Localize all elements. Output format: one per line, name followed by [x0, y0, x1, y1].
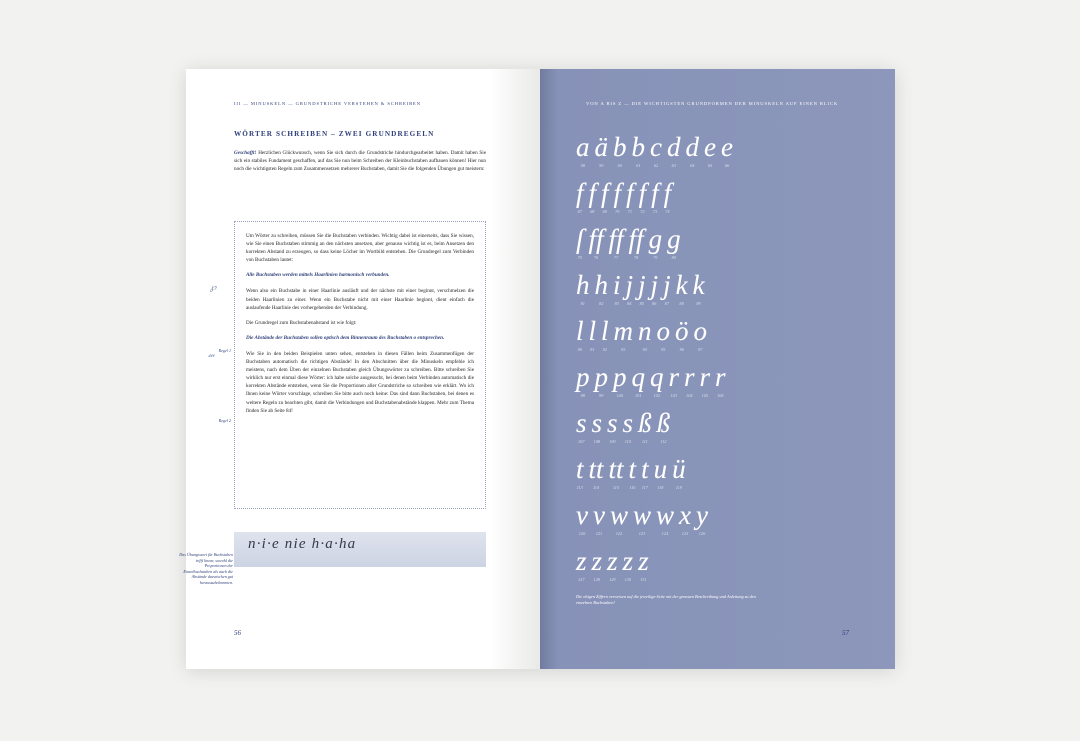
glyph-item — [595, 134, 609, 168]
glyph-item — [700, 364, 711, 398]
running-head-right: VON A BIS Z — DIE WICHTIGSTEN GRUNDFORMEN DER MINUSKELN AUF EINEN BLICK — [586, 101, 839, 106]
glyph-item — [589, 318, 597, 352]
glyph-item — [650, 134, 662, 168]
letter-glyph: d — [666, 132, 681, 162]
box-paragraph-4: Wie Sie in den beiden Beispielen unten sehen, entstehen in diesen Fällen beim Zusammenfügen der Buchstaben automatisch die richtigen Abstände! In den Abschnitten über die Minuskeln empfehle ich meistens, nach dem Üben der einzelnen Buchstaben gleich Übungswörter zu schreiben. Bitte schreiben Sie wirklich nur erst einmal diese Wörter: ich habe solche ausgesucht, bei denen beim Verbinden automatisch die korrekten Abstände entstehen, wenn Sie die Proportionen aller Grundstriche so schreiben wie erklärt. Wo ich Ihnen keine Wörter vorschlage, schreiben Sie bitte auch noch keine: Das sind dann Buchstaben, bei denen es weitere Regeln zu beachten gibt, damit die Verbindungen und Buchstabenabstände klappen. Mehr zum Thema finden Sie ab Seite 84! — [246, 350, 474, 414]
glyph-page-number: 70 — [615, 209, 620, 214]
letter-glyph: r — [668, 362, 680, 392]
letter-glyph: f — [613, 178, 622, 208]
glyph-item — [592, 410, 603, 444]
glyph-page-number: 108 — [593, 439, 600, 444]
glyph-item — [589, 180, 597, 214]
glyph-page-number: 126 — [698, 531, 706, 536]
intro-text: Herzlichen Glückwunsch, wenn Sie sich durch die Grundstriche hindurchgearbeitet haben. Damit haben Sie sich ein stabiles Fundament geschaffen, auf das Sie nun beim Schreiben der Kleinbuchstaben aufbauen können! Hier nun noch die wichtigsten Regeln zum Zusammensetzen mehrerer Buchstaben, damit Sie die folgenden Übungen gut meistern: — [234, 150, 486, 173]
glyph-item — [592, 548, 603, 582]
glyph-page-number: 61 — [636, 163, 641, 168]
letter-glyph: ß — [638, 408, 652, 438]
glyph-item — [576, 226, 584, 260]
alphabet-row — [576, 451, 860, 490]
glyph-item — [715, 364, 726, 398]
glyph-item — [607, 548, 618, 582]
right-page — [540, 69, 895, 669]
letter-glyph: f — [663, 178, 672, 208]
glyph-page-number: 98 — [580, 393, 585, 398]
letter-glyph: l — [576, 316, 584, 346]
glyph-item — [593, 502, 605, 536]
book-spread — [179, 69, 895, 669]
glyph-page-number: 103 — [670, 393, 677, 398]
letter-glyph: o — [693, 316, 708, 346]
glyph-item — [576, 272, 590, 306]
letter-glyph: f — [576, 178, 584, 208]
letter-glyph: p — [576, 362, 590, 392]
letter-glyph: r — [699, 362, 711, 392]
box-paragraph-2: Wenn also ein Buchstabe in einer Haarlinie ausläuft und der nächste mit einer beginnt, verschmelzen die beiden Haarlinien zu einer. Wenn ein Buchstabe nicht mit einer Haarlinie beginnt, dient einfach die auslaufende Haarlinie des vorhergehenden der Verbindung. — [246, 288, 474, 311]
glyph-page-number: 82 — [599, 301, 604, 306]
glyph-item — [589, 456, 604, 490]
letter-glyph: j — [638, 270, 646, 300]
letter-glyph: f — [588, 178, 597, 208]
letter-glyph: w — [609, 500, 628, 530]
letter-glyph: y — [696, 500, 708, 530]
letter-glyph: h — [576, 270, 590, 300]
glyph-page-number: 104 — [686, 393, 693, 398]
alphabet-row — [576, 175, 860, 214]
glyph-page-number: 124 — [661, 531, 669, 536]
letter-glyph: f — [651, 178, 659, 208]
glyph-item — [632, 134, 646, 168]
letter-glyph: tt — [588, 454, 604, 484]
glyph-item — [638, 318, 652, 352]
glyph-page-number: 125 — [681, 531, 689, 536]
letter-glyph: b — [631, 132, 645, 162]
letter-glyph: w — [632, 500, 651, 530]
letter-glyph: f — [626, 178, 634, 208]
glyph-item — [629, 456, 637, 490]
glyph-page-number: 65 — [707, 163, 713, 168]
letter-glyph: u — [653, 454, 668, 484]
glyph-page-number: 90 — [577, 347, 582, 352]
glyph-page-number: 94 — [642, 347, 647, 352]
glyph-item — [672, 456, 686, 490]
letter-glyph: h — [594, 270, 608, 300]
letter-glyph: o — [656, 316, 671, 346]
folio-left: 56 — [234, 629, 241, 637]
glyph-page-number: 123 — [638, 531, 646, 536]
specimen-sample-text: n·i·e nie h·a·ha — [248, 536, 357, 552]
glyph-item — [638, 272, 646, 306]
glyph-page-number: 105 — [701, 393, 709, 398]
letter-glyph: ß — [656, 408, 671, 438]
glyph-item — [576, 180, 584, 214]
letter-glyph: i — [613, 270, 621, 300]
margin-note-caption: Das Übungswort für Buchstaben trifft linear, sowohl die Proportionen der Einzelbuchstaben als auch die Abstände dazwischen gut herauszubekommen. — [179, 552, 233, 585]
letter-glyph: x — [679, 500, 691, 530]
glyph-page-number: 64 — [690, 163, 695, 168]
flourish-mark-1: ℘ — [210, 282, 217, 292]
glyph-page-number: 85 — [639, 301, 644, 306]
letter-glyph: ä — [594, 132, 608, 162]
glyph-item — [576, 502, 588, 536]
alphabet-row — [576, 405, 860, 444]
letter-glyph: s — [622, 408, 634, 438]
letter-glyph: t — [641, 454, 649, 484]
glyph-page-number: 128 — [593, 577, 600, 582]
glyph-page-number: 79 — [653, 255, 658, 260]
rule-1-text: Alle Buchstaben werden mittels Haarlinien harmonisch verbunden. — [246, 272, 390, 279]
letter-glyph: d — [685, 132, 699, 162]
glyph-item — [633, 502, 651, 536]
box-paragraph-1: Um Wörter zu schreiben, müssen Sie die Buchstaben verbinden. Wichtig dabei ist einerseits, dass Sie wissen, wie Sie einen Buchstaben stimmig an den nächsten ansetzen, aber genauso wichtig ist es, beim Ansetzen den korrekten Abstand zu erzeugen, so dass keine Löcher im Wortbild entstehen. Die Grundregel zum Verbinden von Buchstaben lautet: — [246, 233, 474, 264]
glyph-page-number: 95 — [661, 347, 666, 352]
glyph-item — [601, 318, 609, 352]
letter-glyph: q — [650, 362, 664, 392]
glyph-item — [657, 318, 671, 352]
glyph-item — [656, 502, 674, 536]
glyph-item — [626, 272, 634, 306]
glyph-item — [626, 180, 634, 214]
running-head-left: III — MINUSKELN — GRUNDSTRICHE VERSTEHEN & SCHREIBEN — [234, 101, 421, 106]
glyph-page-number: 119 — [675, 485, 682, 490]
letter-glyph: m — [613, 316, 634, 346]
glyph-page-number: 83 — [614, 301, 619, 306]
glyph-page-number: 73 — [652, 209, 657, 214]
glyph-item — [685, 134, 699, 168]
glyph-page-number: 109 — [609, 439, 616, 444]
page-title: WÖRTER SCHREIBEN – ZWEI GRUNDREGELN — [234, 130, 435, 138]
glyph-page-number: 118 — [657, 485, 664, 490]
glyph-page-number: 93 — [621, 347, 626, 352]
glyph-item — [704, 134, 716, 168]
letter-glyph: z — [591, 546, 603, 576]
glyph-page-number: 72 — [640, 209, 645, 214]
glyph-item — [601, 180, 609, 214]
alphabet-row — [576, 129, 860, 168]
glyph-item — [657, 410, 671, 444]
glyph-page-number: 99 — [599, 393, 604, 398]
letter-glyph: a — [576, 132, 590, 162]
margin-note-rule-2: Regel 2 — [218, 418, 231, 423]
glyph-item — [664, 180, 672, 214]
specimen-strip — [234, 532, 486, 567]
glyph-page-number: 76 — [593, 255, 599, 260]
glyph-page-number: 129 — [609, 577, 616, 582]
glyph-item — [613, 272, 621, 306]
glyph-page-number: 116 — [629, 485, 636, 490]
alphabet-row — [576, 359, 860, 398]
glyph-page-number: 92 — [602, 347, 607, 352]
glyph-item — [607, 410, 618, 444]
glyph-item — [693, 272, 705, 306]
glyph-page-number: 114 — [592, 485, 600, 490]
glyph-item — [576, 318, 584, 352]
glyph-page-number: 89 — [696, 301, 701, 306]
glyph-page-number: 122 — [615, 531, 623, 536]
glyph-item — [576, 410, 587, 444]
glyph-page-number: 67 — [577, 209, 582, 214]
glyph-page-number: 77 — [613, 255, 619, 260]
glyph-item — [576, 134, 590, 168]
letter-glyph: t — [628, 454, 637, 484]
letter-glyph: s — [576, 408, 587, 438]
margin-note-rule-1: Regel 1 — [218, 348, 231, 353]
glyph-item — [632, 364, 646, 398]
glyph-item — [589, 226, 604, 260]
alphabet-caption: Die obigen Ziffern verweisen auf die jeweilige Seite mit der genauen Beschreibung und Anleitung zu den einzelnen Buchstaben! — [576, 594, 756, 606]
box-paragraph-3: Die Grundregel zum Buchstabenabstand ist wie folgt: — [246, 319, 357, 326]
glyph-item — [650, 364, 664, 398]
glyph-page-number: 59 — [599, 163, 604, 168]
glyph-item — [576, 364, 590, 398]
glyph-item — [610, 502, 628, 536]
glyph-item — [595, 272, 609, 306]
glyph-page-number: 112 — [660, 439, 667, 444]
letter-glyph: t — [576, 454, 584, 484]
letter-glyph: e — [703, 132, 716, 162]
glyph-page-number: 88 — [679, 301, 684, 306]
letter-glyph: z — [576, 546, 587, 576]
glyph-page-number: 69 — [602, 209, 607, 214]
letter-glyph: f — [601, 178, 609, 208]
flourish-mark-2: 𝓂 — [208, 350, 215, 359]
letter-glyph: b — [613, 132, 627, 162]
lead-word: Geschafft! — [234, 150, 257, 156]
glyph-item — [609, 456, 624, 490]
letter-glyph: r — [715, 362, 726, 392]
folio-right: 57 — [842, 629, 849, 637]
glyph-item — [649, 226, 663, 260]
glyph-item — [651, 180, 659, 214]
glyph-item — [669, 364, 680, 398]
rule-2-text: Die Abstände der Buchstaben sollen optisch dem Binnenraum des Buchstaben o entsprechen. — [246, 334, 445, 341]
glyph-page-number: 130 — [624, 577, 632, 582]
letter-glyph: ſ — [576, 224, 584, 254]
left-page — [179, 69, 540, 669]
glyph-item — [651, 272, 659, 306]
alphabet-row — [576, 221, 860, 260]
glyph-page-number: 87 — [664, 301, 669, 306]
glyph-item — [595, 364, 609, 398]
glyph-item — [694, 318, 708, 352]
intro-paragraph — [234, 149, 486, 173]
glyph-item — [679, 502, 691, 536]
glyph-page-number: 86 — [652, 301, 657, 306]
letter-glyph: n — [638, 316, 652, 346]
glyph-item — [614, 180, 622, 214]
letter-glyph: v — [576, 500, 588, 530]
glyph-page-number: 96 — [679, 347, 684, 352]
glyph-page-number: 127 — [578, 577, 585, 582]
glyph-item — [639, 180, 647, 214]
glyph-page-number: 80 — [671, 255, 676, 260]
letter-glyph: ü — [672, 454, 686, 484]
letter-glyph: z — [638, 546, 649, 576]
glyph-page-number: 66 — [724, 163, 730, 168]
letter-glyph: ff — [628, 224, 644, 254]
glyph-item — [654, 456, 668, 490]
glyph-item — [576, 548, 587, 582]
letter-glyph: l — [588, 316, 597, 346]
alphabet-row — [576, 313, 860, 352]
alphabet-row — [576, 543, 860, 582]
glyph-page-number: 111 — [641, 439, 648, 444]
letter-glyph: s — [607, 408, 618, 438]
glyph-item — [684, 364, 695, 398]
letter-glyph: p — [594, 362, 608, 392]
glyph-page-number: 110 — [624, 439, 631, 444]
glyph-item — [638, 410, 652, 444]
letter-glyph: w — [656, 500, 675, 530]
letter-glyph: l — [601, 316, 609, 346]
glyph-item — [613, 134, 627, 168]
glyph-item — [629, 226, 644, 260]
glyph-item — [641, 456, 649, 490]
glyph-page-number: 74 — [665, 209, 670, 214]
glyph-page-number: 101 — [635, 393, 642, 398]
glyph-page-number: 131 — [640, 577, 647, 582]
letter-glyph: j — [625, 270, 634, 300]
glyph-page-number: 113 — [576, 485, 583, 490]
letter-glyph: z — [607, 546, 618, 576]
glyph-item — [609, 226, 624, 260]
letter-glyph: g — [667, 224, 681, 254]
glyph-item — [675, 318, 689, 352]
left-page-text-column — [234, 130, 486, 180]
letter-glyph: f — [638, 178, 647, 208]
letter-glyph: j — [650, 270, 659, 300]
glyph-page-number: 75 — [577, 255, 582, 260]
letter-glyph: e — [720, 132, 733, 162]
alphabet-grid — [576, 129, 860, 589]
glyph-item — [676, 272, 688, 306]
letter-glyph: tt — [608, 454, 624, 484]
letter-glyph: p — [613, 362, 627, 392]
letter-glyph: j — [663, 270, 671, 300]
glyph-page-number: 62 — [653, 163, 659, 168]
glyph-item — [576, 456, 584, 490]
glyph-page-number: 107 — [578, 439, 585, 444]
letter-glyph: ff — [588, 224, 604, 254]
alphabet-row — [576, 267, 860, 306]
glyph-page-number: 78 — [633, 255, 639, 260]
alphabet-row — [576, 497, 860, 536]
glyph-page-number: 81 — [580, 301, 585, 306]
glyph-item — [638, 548, 649, 582]
glyph-item — [667, 226, 681, 260]
letter-glyph: r — [684, 362, 695, 392]
glyph-page-number: 68 — [590, 209, 595, 214]
glyph-page-number: 71 — [627, 209, 632, 214]
glyph-page-number: 100 — [616, 393, 623, 398]
glyph-page-number: 106 — [717, 393, 724, 398]
glyph-page-number: 60 — [617, 163, 622, 168]
letter-glyph: c — [650, 132, 662, 162]
glyph-item — [667, 134, 681, 168]
letter-glyph: v — [592, 500, 605, 530]
glyph-page-number: 102 — [653, 393, 660, 398]
letter-glyph: z — [622, 546, 634, 576]
letter-glyph: ff — [608, 224, 624, 254]
glyph-page-number: 115 — [612, 485, 620, 490]
glyph-item — [623, 548, 634, 582]
glyph-page-number: 117 — [641, 485, 648, 490]
glyph-item — [663, 272, 671, 306]
letter-glyph: ö — [675, 316, 689, 346]
letter-glyph: q — [631, 362, 645, 392]
glyph-page-number: 84 — [627, 301, 632, 306]
glyph-item — [721, 134, 733, 168]
glyph-item — [623, 410, 634, 444]
glyph-item — [696, 502, 708, 536]
glyph-item — [614, 318, 634, 352]
glyph-page-number: 121 — [595, 531, 603, 536]
glyph-page-number: 120 — [578, 531, 586, 536]
glyph-page-number: 63 — [671, 163, 676, 168]
letter-glyph: g — [648, 224, 663, 254]
glyph-page-number: 97 — [698, 347, 703, 352]
glyph-page-number: 91 — [590, 347, 595, 352]
letter-glyph: k — [692, 270, 705, 300]
glyph-item — [613, 364, 627, 398]
letter-glyph: k — [675, 270, 688, 300]
letter-glyph: s — [591, 408, 603, 438]
glyph-page-number: 58 — [580, 163, 585, 168]
